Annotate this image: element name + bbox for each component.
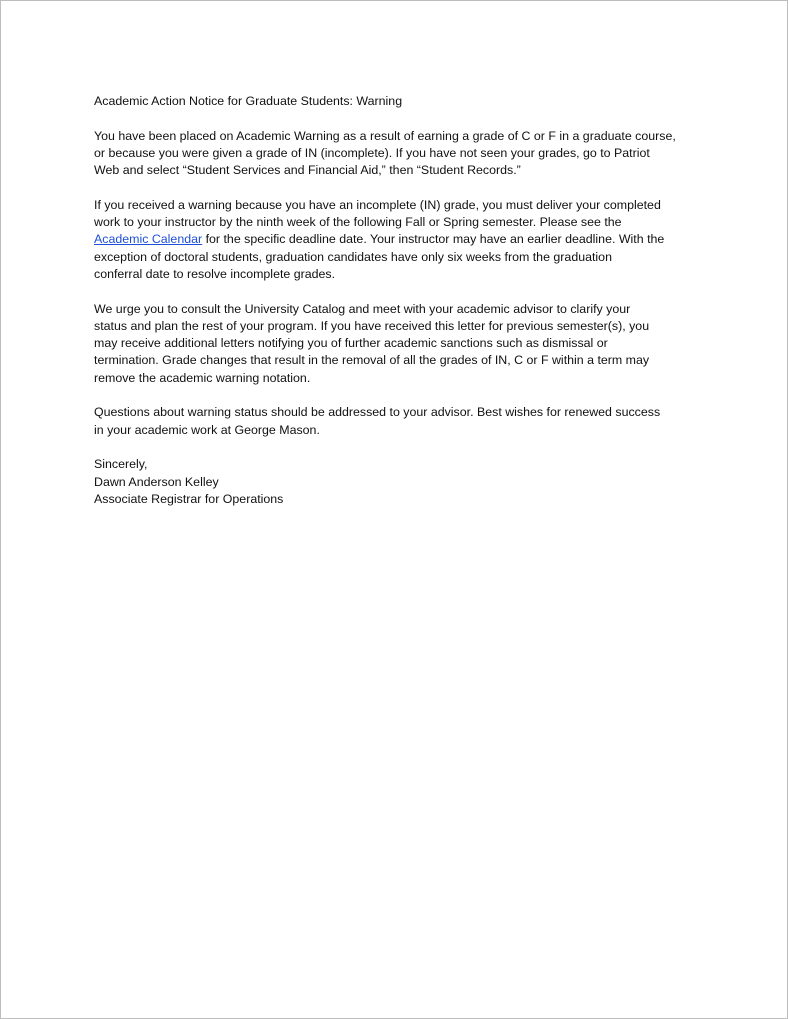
signature-role: Associate Registrar for Operations [94,491,284,506]
document-title: Academic Action Notice for Graduate Students: Warning [94,94,403,108]
paragraph-advisor-guidance [94,301,704,387]
paragraph-line: Questions about warning status should be addressed to your advisor. Best wishes for renewed success [94,405,661,420]
paragraph-line: status and plan the rest of your program. If you have received this letter for previous semester(s), you [94,318,650,333]
paragraph-line: If you received a warning because you have an incomplete (IN) grade, you must deliver your completed [94,197,661,212]
paragraph-line: termination. Grade changes that result in the removal of all the grades of IN, C or F within a term may [94,353,650,368]
paragraph-line: in your academic work at George Mason. [94,422,320,437]
paragraph-line-with-link [94,231,704,248]
paragraph-line: exception of doctoral students, graduation candidates have only six weeks from the graduation [94,249,612,264]
signature-closing: Sincerely, [94,457,148,472]
paragraph-line: or because you were given a grade of IN (incomplete). If you have not seen your grades, go to Patriot [94,145,650,160]
paragraph-incomplete-grade [94,197,704,283]
signature-name: Dawn Anderson Kelley [94,474,219,489]
paragraph-questions [94,404,704,439]
paragraph-line-tail: for the specific deadline date. Your instructor may have an earlier deadline. With the [202,232,665,247]
paragraph-line: We urge you to consult the University Catalog and meet with your academic advisor to clarify your [94,301,631,316]
paragraph-line: work to your instructor by the ninth week of the following Fall or Spring semester. Please see the [94,215,622,230]
paragraph-line: conferral date to resolve incomplete grades. [94,266,336,281]
paragraph-line: remove the academic warning notation. [94,370,311,385]
paragraph-line: You have been placed on Academic Warning as a result of earning a grade of C or F in a graduate course, [94,128,676,143]
paragraph-line: Web and select “Student Services and Financial Aid,” then “Student Records.” [94,163,521,178]
paragraph-academic-warning [94,128,704,180]
academic-calendar-link[interactable]: Academic Calendar [94,232,203,247]
signature-block [94,456,704,508]
letter-body [94,93,704,525]
paragraph-line: may receive additional letters notifying you of further academic sanctions such as dismissal or [94,336,608,351]
